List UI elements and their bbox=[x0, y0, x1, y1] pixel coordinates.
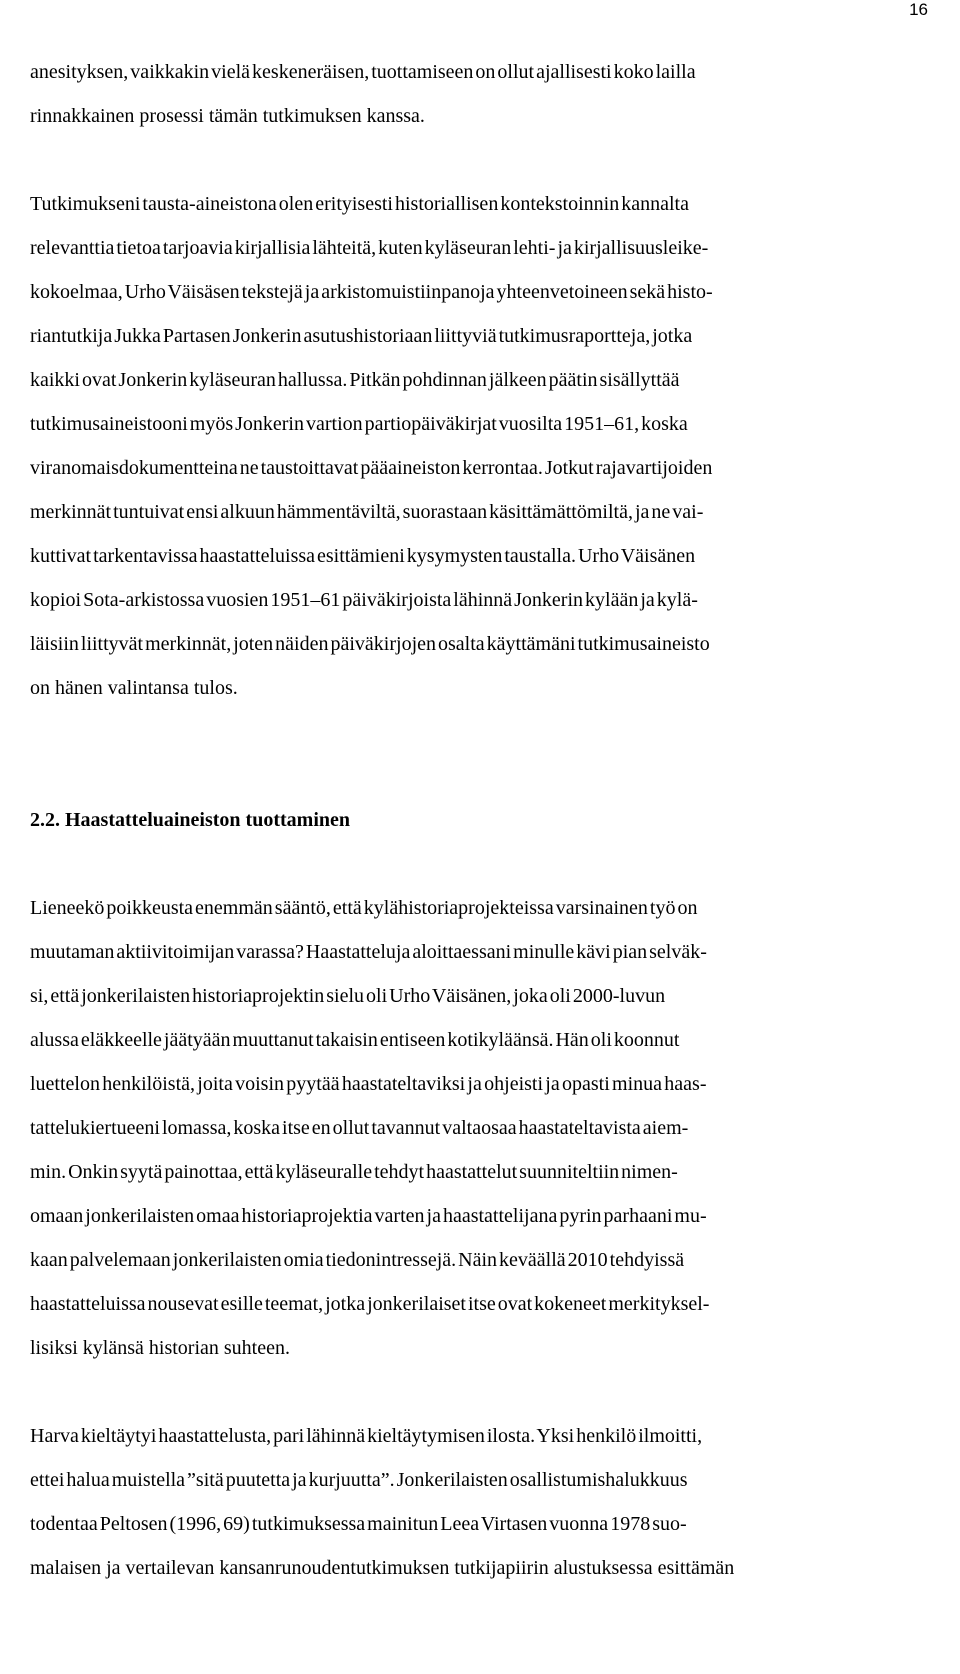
text-line: kaan palvelemaan jonkerilaisten omia tiedonintressejä. Näin keväällä 2010 tehdyissä bbox=[30, 1249, 685, 1271]
text-line: Lieneekö poikkeusta enemmän sääntö, että kylähistoriaprojekteissa varsinainen työ on bbox=[30, 897, 698, 919]
text-line: si, että jonkerilaisten historiaprojektin sielu oli Urho Väisänen, joka oli 2000-luvun bbox=[30, 985, 666, 1007]
text-line: Tutkimukseni tausta-aineistona olen erityisesti historiallisen kontekstoinnin kannalta bbox=[30, 193, 689, 215]
section-heading bbox=[30, 798, 960, 842]
text-line: läisiin liittyvät merkinnät, joten näiden päiväkirjojen osalta käyttämäni tutkimusaineisto bbox=[30, 633, 710, 655]
paragraph-3 bbox=[30, 886, 960, 1370]
section-number: 2.2. bbox=[30, 809, 60, 831]
text-line: ettei halua muistella ”sitä puutetta ja kurjuutta”. Jonkerilaisten osallistumishalukkuus bbox=[30, 1469, 688, 1491]
text-line: anesityksen, vaikkakin vielä keskeneräisen, tuottamiseen on ollut ajallisesti koko lailla bbox=[30, 61, 696, 83]
text-line: on hänen valintansa tulos. bbox=[30, 677, 238, 699]
text-line: omaan jonkerilaisten omaa historiaprojektia varten ja haastattelijana pyrin parhaani mu- bbox=[30, 1205, 707, 1227]
text-line: Harva kieltäytyi haastattelusta, pari lähinnä kieltäytymisen ilosta. Yksi henkilö ilmoitti, bbox=[30, 1425, 703, 1447]
text-line: rinnakkainen prosessi tämän tutkimuksen kanssa. bbox=[30, 105, 425, 127]
text-line: kokoelmaa, Urho Väisäsen tekstejä ja arkistomuistiinpanoja yhteenvetoineen sekä histo- bbox=[30, 281, 713, 303]
page-number: 16 bbox=[909, 0, 928, 19]
text-line: todentaa Peltosen (1996, 69) tutkimuksessa mainitun Leea Virtasen vuonna 1978 suo- bbox=[30, 1513, 687, 1535]
document-body bbox=[30, 50, 960, 1590]
paragraph-1 bbox=[30, 50, 960, 138]
text-line: tattelukiertueeni lomassa, koska itse en ollut tavannut valtaosaa haastateltavista aiem- bbox=[30, 1117, 689, 1139]
text-line: lisiksi kylänsä historian suhteen. bbox=[30, 1337, 290, 1359]
text-line: tutkimusaineistooni myös Jonkerin vartion partiopäiväkirjat vuosilta 1951–61, koska bbox=[30, 413, 688, 435]
text-line: viranomaisdokumentteina ne taustoittavat pääaineiston kerrontaa. Jotkut rajavartijoiden bbox=[30, 457, 713, 479]
text-line: malaisen ja vertailevan kansanrunoudentutkimuksen tutkijapiirin alustuksessa esittämän bbox=[30, 1557, 735, 1579]
text-line: merkinnät tuntuivat ensi alkuun hämmentäviltä, suorastaan käsittämättömiltä, ja ne vai- bbox=[30, 501, 704, 523]
text-line: min. Onkin syytä painottaa, että kyläseuralle tehdyt haastattelut suunniteltiin nimen- bbox=[30, 1161, 678, 1183]
section-title: Haastatteluaineiston tuottaminen bbox=[65, 809, 350, 831]
text-line: riantutkija Jukka Partasen Jonkerin asutushistoriaan liittyviä tutkimusraportteja, jotka bbox=[30, 325, 693, 347]
text-line: kopioi Sota-arkistossa vuosien 1951–61 päiväkirjoista lähinnä Jonkerin kylään ja kylä- bbox=[30, 589, 698, 611]
text-line: kuttivat tarkentavissa haastatteluissa esittämieni kysymysten taustalla. Urho Väisänen bbox=[30, 545, 696, 567]
text-line: alussa eläkkeelle jäätyään muuttanut takaisin entiseen kotikyläänsä. Hän oli koonnut bbox=[30, 1029, 680, 1051]
paragraph-4 bbox=[30, 1414, 960, 1590]
text-line: kaikki ovat Jonkerin kyläseuran hallussa. Pitkän pohdinnan jälkeen päätin sisällyttää bbox=[30, 369, 680, 391]
paragraph-2 bbox=[30, 182, 960, 710]
text-line: luettelon henkilöistä, joita voisin pyytää haastateltaviksi ja ohjeisti ja opasti minua haas- bbox=[30, 1073, 707, 1095]
text-line: haastatteluissa nousevat esille teemat, jotka jonkerilaiset itse ovat kokeneet merkityksel- bbox=[30, 1293, 710, 1315]
text-line: relevanttia tietoa tarjoavia kirjallisia lähteitä, kuten kyläseuran lehti- ja kirjallisuusleike- bbox=[30, 237, 709, 259]
text-line: muutaman aktiivitoimijan varassa? Haastatteluja aloittaessani minulle kävi pian selväk- bbox=[30, 941, 707, 963]
